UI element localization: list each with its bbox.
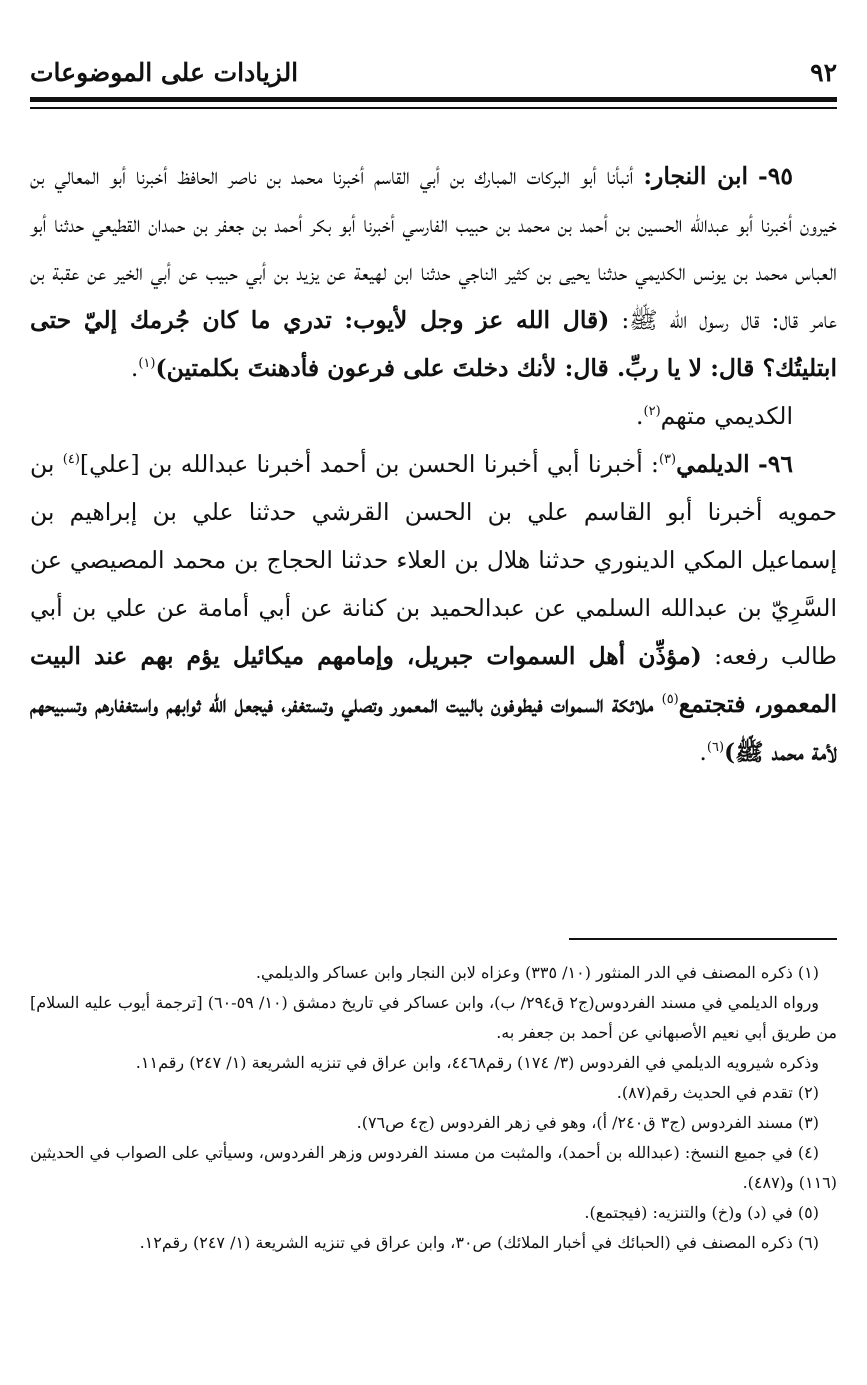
hadith-95-matn: (قال الله عز وجل لأيوب: تدري ما كان جُرمك إليّ حتى ابتليتُك؟ قال: لا يا ربِّ. قال: لأنك دخلتَ على فرعون فأدهنتَ بكلمتين)	[30, 306, 837, 382]
hadith-96-isnad-b: بن حمويه أخبرنا أبو القاسم علي بن الحسن القرشي حدثنا علي بن إبراهيم بن إسماعيل المكي الدينوري حدثنا هلال بن العلاء حدثنا الحجاج بن محمد المصيصي عن السَّرِيّ بن عبدالله السلمي عن عبدالحميد بن كنانة عن أبي أمامة عن علي بن أبي طالب رفعه:	[30, 450, 837, 670]
footnote-1: (١) ذكره المصنف في الدر المنثور (١٠/ ٣٣٥) وعزاه لابن النجار وابن عساكر والديلمي.	[255, 963, 819, 982]
hadith-95-isnad: أنبأنا أبو البركات المبارك بن أبي القاسم أخبرنا محمد بن ناصر الحافظ أخبرنا أبو المعالي بن خيرون أخبرنا أبو عبدالله الحسين بن أحمد بن محمد بن حبيب الفارسي أخبرنا أبو بكر أحمد بن جعفر بن حمدان القطيعي حدثنا أبو العباس محمد بن يونس الكديمي حدثنا يحيى بن كثير الناجي حدثنا ابن لهيعة عن يزيد بن أبي حبيب عن أبي الخير عن عقبة بن عامر قال: قال رسول الله ﷺ:	[30, 162, 837, 334]
hadith-96-end: .	[699, 738, 707, 766]
hadith-95-number: ٩٥-	[757, 162, 793, 190]
footnote-5: (٥) في (د) و(خ) والتنزيه: (فيجتمع).	[584, 1203, 819, 1222]
footnote-divider	[569, 938, 837, 940]
header-rule-thick	[30, 97, 837, 102]
footnote-ref-1: (١)	[138, 356, 156, 372]
footnote-2: (٢) تقدم في الحديث رقم(٨٧).	[616, 1083, 819, 1102]
hadith-96	[30, 440, 837, 776]
footnote-4: (٤) في جميع النسخ: (عبدالله بن أحمد)، والمثبت من مسند الفردوس وزهر الفردوس، وسيأتي على الصواب في الحديثين (١١٦) و(٤٨٧).	[30, 1143, 837, 1192]
hadith-95-note	[30, 392, 837, 440]
hadith-95-note-text: الكديمي متهم	[660, 402, 793, 430]
hadith-95	[30, 152, 837, 392]
hadith-95-note-end: .	[636, 402, 644, 430]
footnote-ref-5: (٥)	[661, 692, 679, 708]
running-title: الزيادات على الموضوعات	[30, 57, 299, 87]
hadith-96-matn-b: ملائكة السموات فيطوفون بالبيت المعمور وتصلي وتستغفر، فيجعل الله ثوابهم واستغفارهم وتسبيحهم لأمة محمد ﷺ)	[30, 690, 837, 766]
hadith-96-source: الديلمي	[676, 450, 750, 478]
hadith-96-matn-a: (مؤذِّن أهل السموات جبريل، وإمامهم ميكائيل يؤم بهم عند البيت المعمور، فتجتمع	[30, 642, 837, 718]
footnote-3: (٣) مسند الفردوس (ج٣ ق٢٤٠/ أ)، وهو في زهر الفردوس (ج٤ ص٧٦).	[356, 1113, 819, 1132]
hadith-96-isnad-a: : أخبرنا أبي أخبرنا الحسن بن أحمد أخبرنا عبدالله بن [علي]	[79, 450, 659, 478]
main-text	[30, 152, 837, 776]
footnotes	[30, 958, 837, 1258]
footnote-ref-2: (٢)	[643, 404, 661, 420]
footnote-ref-6: (٦)	[706, 740, 725, 756]
hadith-96-number: ٩٦-	[757, 450, 793, 478]
page-number: ٩٢	[810, 57, 837, 87]
page-header	[30, 52, 837, 92]
hadith-95-source: ابن النجار:	[643, 162, 749, 190]
footnote-ref-3: (٣)	[658, 452, 677, 468]
footnote-ref-4: (٤)	[62, 452, 80, 468]
footnote-1-cont-a: ورواه الديلمي في مسند الفردوس(ج٢ ق٢٩٤/ ب)، وابن عساكر في تاريخ دمشق (١٠/ ٥٩-٦٠) [ترجمة أيوب عليه السلام] من طريق أبي نعيم الأصبهاني عن أحمد بن جعفر به.	[30, 993, 837, 1042]
footnote-6: (٦) ذكره المصنف في (الحبائك في أخبار الملائك) ص٣٠، وابن عراق في تنزيه الشريعة (١/ ٢٤٧) رقم١٢.	[139, 1233, 819, 1252]
hadith-95-end: .	[130, 354, 139, 382]
header-rule-thin	[30, 107, 837, 109]
footnote-1-cont-b: وذكره شيرويه الديلمي في الفردوس (٣/ ١٧٤) رقم٤٤٦٨، وابن عراق في تنزيه الشريعة (١/ ٢٤٧) رقم١١.	[135, 1053, 819, 1072]
